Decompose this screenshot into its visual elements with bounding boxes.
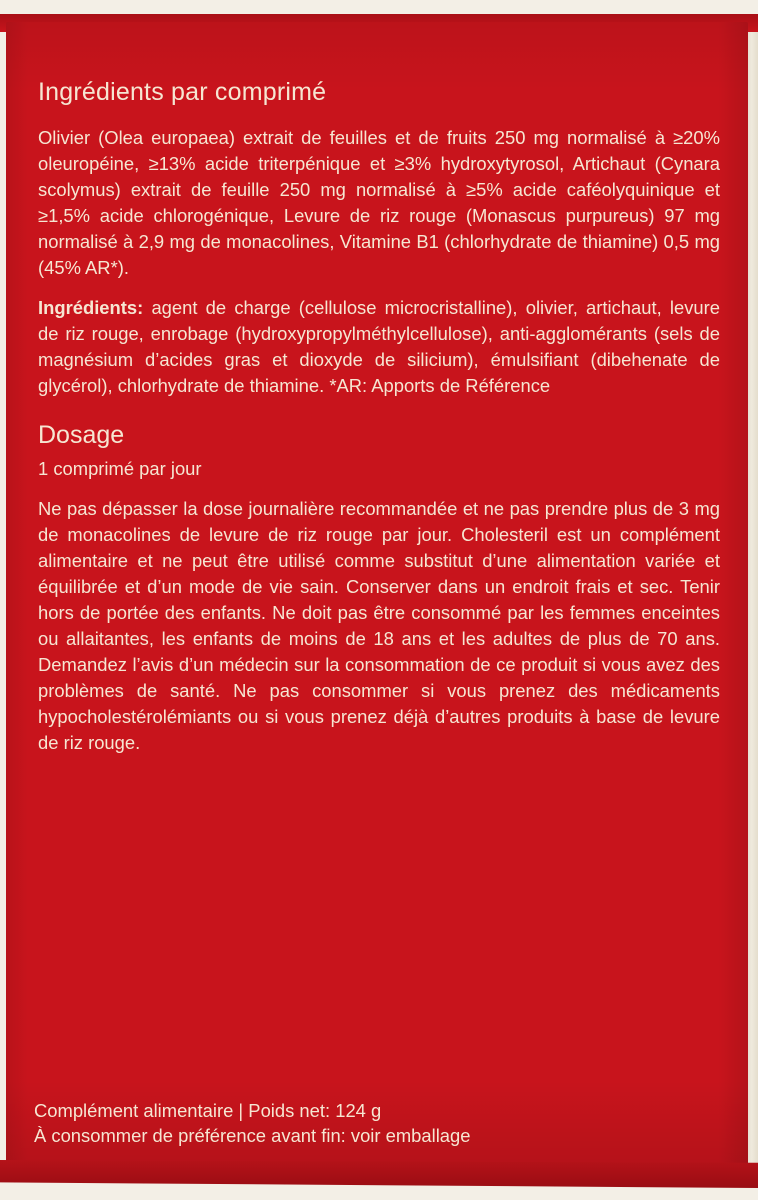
footer-product-weight: Complément alimentaire | Poids net: 124 g <box>34 1100 382 1121</box>
footer-best-before: À consommer de préférence avant fin: voir emballage <box>34 1125 471 1146</box>
ingredients-list-label: Ingrédients: <box>38 297 144 318</box>
ingredients-heading: Ingrédients par comprimé <box>38 78 327 106</box>
composition-paragraph: Olivier (Olea europaea) extrait de feuilles et de fruits 250 mg normalisé à ≥20% oleuropéine, ≥13% acide triterpénique et ≥3% hydroxytyrosol, Artichaut (Cynara scolymus) extrait de feuille 250 mg normalisé à ≥5% acide caféolyquinique et ≥1,5% acide chlorogénique, Levure de riz rouge (Monascus purpureus) 97 mg normalisé à 2,9 mg de monacolines, Vitamine B1 (chlorhydrate de thiamine) 0,5 mg (45% AR*). <box>38 127 720 278</box>
box-bottom-fold <box>0 1160 758 1188</box>
label-text-block <box>38 78 720 770</box>
dosage-amount: 1 comprimé par jour <box>38 458 202 479</box>
ingredients-list-paragraph <box>38 295 720 399</box>
dosage-heading: Dosage <box>38 421 125 449</box>
footer-info <box>34 1098 471 1148</box>
ingredients-list-text: agent de charge (cellulose microcristalline), olivier, artichaut, levure de riz rouge, enrobage (hydroxypropylméthylcellulose), anti-agglomérants (sels de magnésium d’acides gras et dioxyde de silicium), émulsifiant (dibehenate de glycérol), chlorhydrate de thiamine. *AR: Apports de Référence <box>38 297 720 396</box>
warning-paragraph: Ne pas dépasser la dose journalière recommandée et ne pas prendre plus de 3 mg de monacolines de levure de riz rouge par jour. Cholesteril est un complément alimentaire et ne peut être utilisé comme substitut d’une alimentation variée et équilibrée et d’un mode de vie sain. Conserver dans un endroit frais et sec. Tenir hors de portée des enfants. Ne doit pas être consommé par les femmes enceintes ou allaitantes, les enfants de moins de 18 ans et les adultes de plus de 70 ans. Demandez l’avis d’un médecin sur la consommation de ce produit si vous avez des problèmes de santé. Ne pas consommer si vous prenez des médicaments hypocholestérolémiants ou si vous prenez déjà d’autres produits à base de levure de riz rouge. <box>38 498 720 753</box>
